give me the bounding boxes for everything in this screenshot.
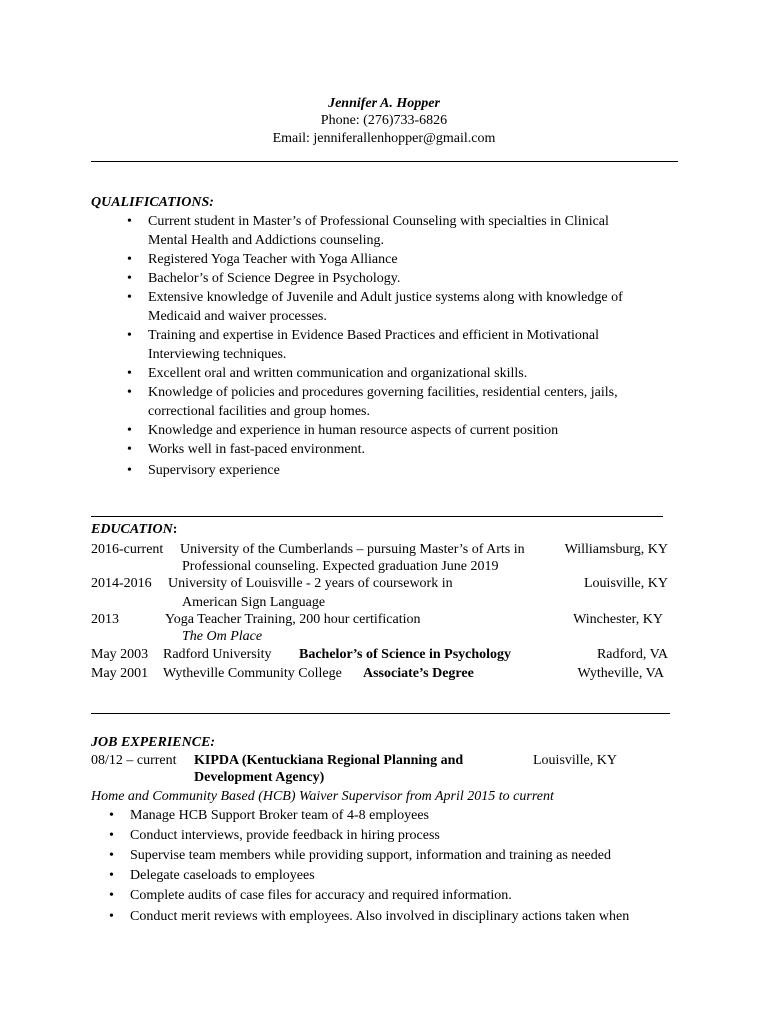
job-duty-item: • Manage HCB Support Broker team of 4-8 employees (109, 808, 429, 823)
qualification-item: • Registered Yoga Teacher with Yoga Alliance (127, 252, 398, 267)
bullet-icon: • (127, 328, 132, 343)
bullet-icon: • (127, 423, 132, 438)
job-duty-item: • Complete audits of case files for accuracy and required information. (109, 888, 512, 903)
edu-location: Winchester, KY (573, 612, 663, 627)
edu-location: Wytheville, VA (577, 666, 664, 681)
bullet-icon: • (109, 808, 114, 823)
edu-date: 2016-current (91, 542, 164, 557)
bullet-icon: • (127, 271, 132, 286)
job-duties-list (109, 806, 690, 927)
bullet-icon: • (127, 385, 132, 400)
edu-location: Radford, VA (596, 647, 668, 662)
edu-detail: American Sign Language (182, 595, 326, 610)
edu-date: 2013 (91, 612, 119, 627)
qualifications-list (127, 212, 688, 480)
qualification-item: • Knowledge and experience in human resource aspects of current position (127, 423, 559, 438)
qualification-item: • Extensive knowledge of Juvenile and Adult justice systems along with knowledge of Medicaid and waiver processes. (127, 290, 623, 324)
qualification-item: • Training and expertise in Evidence Based Practices and efficient in Motivational Interviewing techniques. (127, 328, 599, 362)
qualification-item: • Current student in Master’s of Professional Counseling with specialties in Clinical Mental Health and Addictions counseling. (127, 214, 609, 248)
edu-school: University of the Cumberlands – pursuing Master’s of Arts in (180, 542, 525, 557)
job-employer-cont: Development Agency) (194, 770, 325, 785)
job-experience-heading: JOB EXPERIENCE: (91, 735, 216, 750)
qualification-item: • Bachelor’s of Science Degree in Psychology. (127, 271, 401, 286)
edu-school: Radford University (163, 647, 272, 662)
bullet-icon: • (109, 868, 114, 883)
job-date: 08/12 – current (91, 753, 177, 768)
edu-date: 2014-2016 (91, 576, 152, 591)
qualification-item: • Supervisory experience (127, 463, 280, 478)
job-location: Louisville, KY (533, 753, 617, 768)
edu-degree: Bachelor’s of Science in Psychology (299, 647, 512, 662)
job-duty-item: • Conduct interviews, provide feedback in hiring process (109, 828, 440, 843)
job-employer: KIPDA (Kentuckiana Regional Planning and (194, 753, 464, 768)
edu-school: Wytheville Community College (163, 666, 342, 681)
qualification-item: • Works well in fast-paced environment. (127, 442, 365, 457)
edu-school: University of Louisville - 2 years of coursework in (168, 576, 453, 591)
job-duty-item: • Supervise team members while providing support, information and training as needed (109, 848, 611, 863)
bullet-icon: • (127, 366, 132, 381)
education-heading: EDUCATION: (91, 522, 178, 537)
edu-date: May 2001 (91, 666, 149, 681)
qualifications-heading: QUALIFICATIONS: (91, 195, 214, 210)
job-title: Home and Community Based (HCB) Waiver Supervisor from April 2015 to current (91, 789, 554, 804)
job-duty-item: • Conduct merit reviews with employees. Also involved in disciplinary actions taken when (109, 909, 630, 924)
edu-location: Williamsburg, KY (564, 542, 668, 557)
qualification-item: • Knowledge of policies and procedures governing facilities, residential centers, jails, correctional facilities and group homes. (127, 385, 618, 419)
qualification-item: • Excellent oral and written communication and organizational skills. (127, 366, 528, 381)
edu-detail: The Om Place (182, 629, 263, 644)
phone-line: Phone: (276)733-6826 (320, 113, 448, 128)
bullet-icon: • (127, 463, 132, 478)
edu-location: Louisville, KY (584, 576, 668, 591)
edu-date: May 2003 (91, 647, 149, 662)
edu-detail: Professional counseling. Expected graduation June 2019 (182, 559, 499, 574)
edu-school: Yoga Teacher Training, 200 hour certification (165, 612, 421, 627)
bullet-icon: • (127, 214, 132, 229)
bullet-icon: • (109, 828, 114, 843)
bullet-icon: • (127, 252, 132, 267)
education-divider (91, 713, 670, 714)
bullet-icon: • (127, 442, 132, 457)
header-divider (91, 161, 678, 162)
bullet-icon: • (109, 909, 114, 924)
bullet-icon: • (109, 848, 114, 863)
qualifications-divider (91, 516, 663, 517)
candidate-name: Jennifer A. Hopper (328, 96, 440, 111)
email-line: Email: jenniferallenhopper@gmail.com (272, 131, 496, 146)
job-duty-item: • Delegate caseloads to employees (109, 868, 315, 883)
bullet-icon: • (109, 888, 114, 903)
bullet-icon: • (127, 290, 132, 305)
edu-degree: Associate’s Degree (363, 666, 474, 681)
